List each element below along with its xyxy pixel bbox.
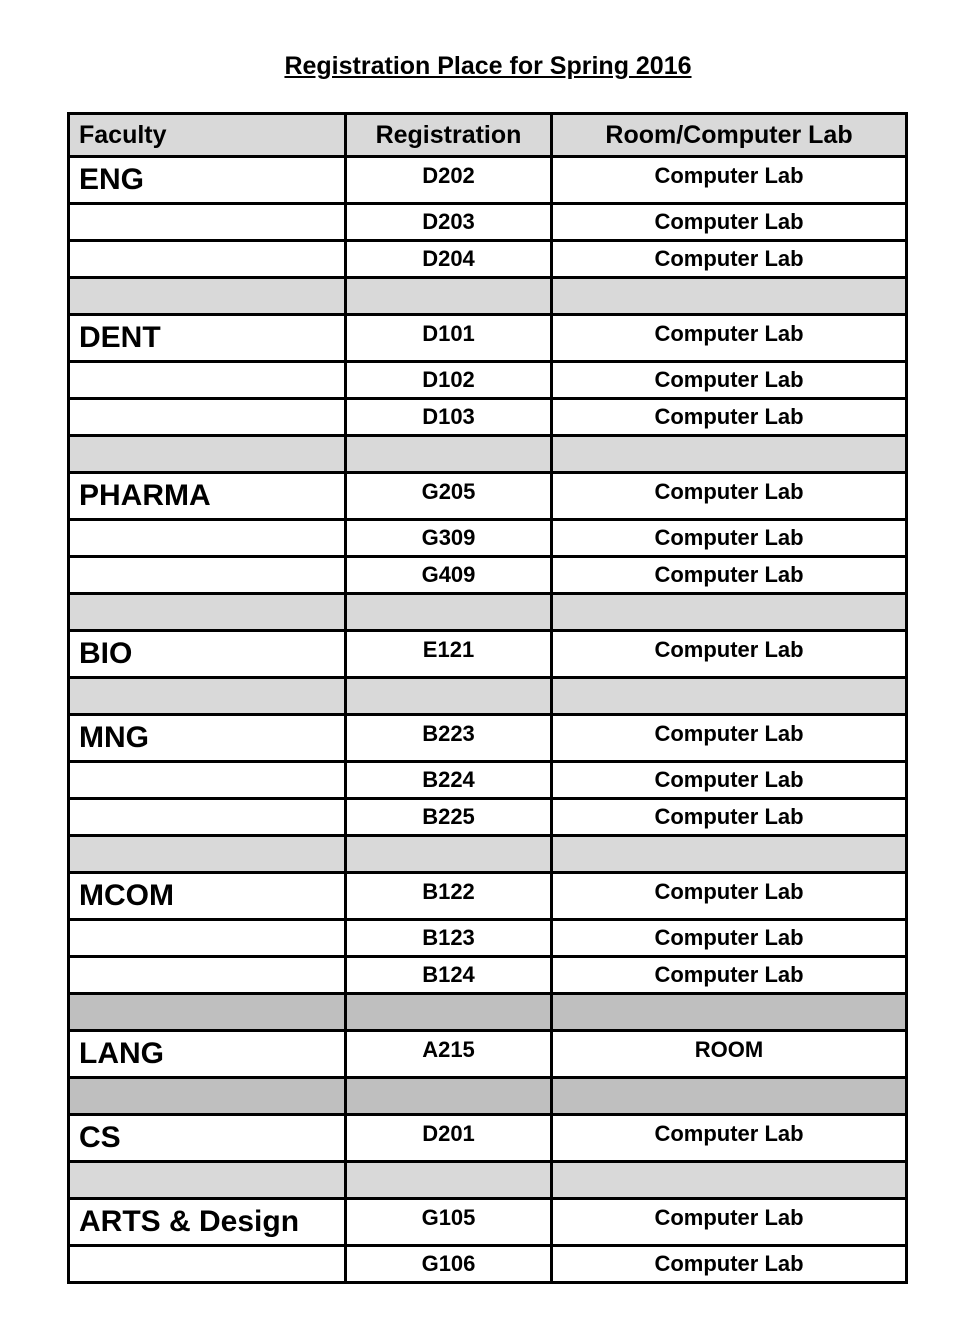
table-row (69, 762, 907, 799)
table-row (69, 1115, 907, 1162)
registration-cell: B223 (346, 715, 552, 762)
registration-cell: D203 (346, 204, 552, 241)
faculty-cell: ARTS & Design (69, 1199, 346, 1246)
registration-cell: G106 (346, 1246, 552, 1283)
faculty-cell (69, 920, 346, 957)
separator-cell (69, 436, 346, 473)
separator-row (69, 278, 907, 315)
table-row (69, 520, 907, 557)
table-row (69, 473, 907, 520)
table-row (69, 362, 907, 399)
table-row (69, 715, 907, 762)
table-row (69, 631, 907, 678)
table-header-row (69, 114, 907, 157)
registration-cell: B224 (346, 762, 552, 799)
separator-cell (346, 1078, 552, 1115)
faculty-cell: CS (69, 1115, 346, 1162)
separator-cell (346, 594, 552, 631)
table-row (69, 241, 907, 278)
separator-row (69, 594, 907, 631)
separator-row (69, 994, 907, 1031)
document-title: Registration Place for Spring 2016 (284, 52, 692, 80)
separator-cell (69, 994, 346, 1031)
separator-cell (69, 836, 346, 873)
separator-cell (346, 1162, 552, 1199)
room-cell: Computer Lab (552, 241, 907, 278)
table-row (69, 157, 907, 204)
separator-cell (346, 678, 552, 715)
registration-cell: D201 (346, 1115, 552, 1162)
registration-cell: D102 (346, 362, 552, 399)
table-row (69, 204, 907, 241)
separator-cell (552, 994, 907, 1031)
faculty-cell: BIO (69, 631, 346, 678)
registration-cell: G105 (346, 1199, 552, 1246)
registration-cell: D202 (346, 157, 552, 204)
faculty-cell (69, 362, 346, 399)
room-cell: Computer Lab (552, 473, 907, 520)
room-cell: Computer Lab (552, 204, 907, 241)
faculty-cell: LANG (69, 1031, 346, 1078)
separator-cell (552, 594, 907, 631)
room-cell: Computer Lab (552, 1199, 907, 1246)
registration-cell: G309 (346, 520, 552, 557)
separator-cell (346, 836, 552, 873)
table-row (69, 557, 907, 594)
separator-row (69, 436, 907, 473)
registration-cell: D101 (346, 315, 552, 362)
faculty-cell: MNG (69, 715, 346, 762)
room-cell: Computer Lab (552, 399, 907, 436)
registration-cell: B123 (346, 920, 552, 957)
registration-cell: A215 (346, 1031, 552, 1078)
separator-cell (346, 436, 552, 473)
separator-cell (69, 1162, 346, 1199)
table-row (69, 1199, 907, 1246)
table-row (69, 399, 907, 436)
table-row (69, 315, 907, 362)
table-body (69, 157, 907, 1283)
room-cell: Computer Lab (552, 715, 907, 762)
separator-row (69, 836, 907, 873)
registration-cell: B225 (346, 799, 552, 836)
faculty-cell: PHARMA (69, 473, 346, 520)
faculty-cell (69, 204, 346, 241)
table-row (69, 1246, 907, 1283)
registration-cell: B122 (346, 873, 552, 920)
room-cell: Computer Lab (552, 520, 907, 557)
room-cell: Computer Lab (552, 362, 907, 399)
header-faculty: Faculty (69, 114, 346, 157)
separator-cell (552, 278, 907, 315)
registration-table (67, 112, 908, 1284)
room-cell: ROOM (552, 1031, 907, 1078)
separator-cell (69, 1078, 346, 1115)
separator-cell (346, 278, 552, 315)
faculty-cell: DENT (69, 315, 346, 362)
room-cell: Computer Lab (552, 957, 907, 994)
faculty-cell (69, 1246, 346, 1283)
room-cell: Computer Lab (552, 920, 907, 957)
registration-cell: D204 (346, 241, 552, 278)
room-cell: Computer Lab (552, 1115, 907, 1162)
registration-cell: B124 (346, 957, 552, 994)
room-cell: Computer Lab (552, 157, 907, 204)
room-cell: Computer Lab (552, 799, 907, 836)
separator-cell (552, 436, 907, 473)
separator-cell (346, 994, 552, 1031)
faculty-cell: MCOM (69, 873, 346, 920)
room-cell: Computer Lab (552, 1246, 907, 1283)
room-cell: Computer Lab (552, 762, 907, 799)
header-registration: Registration (346, 114, 552, 157)
separator-cell (552, 1078, 907, 1115)
table-row (69, 1031, 907, 1078)
separator-row (69, 1162, 907, 1199)
room-cell: Computer Lab (552, 315, 907, 362)
faculty-cell (69, 557, 346, 594)
room-cell: Computer Lab (552, 631, 907, 678)
registration-cell: D103 (346, 399, 552, 436)
separator-cell (69, 678, 346, 715)
separator-cell (552, 836, 907, 873)
separator-cell (552, 1162, 907, 1199)
table-row (69, 920, 907, 957)
separator-cell (552, 678, 907, 715)
faculty-cell: ENG (69, 157, 346, 204)
separator-cell (69, 594, 346, 631)
header-room: Room/Computer Lab (552, 114, 907, 157)
faculty-cell (69, 241, 346, 278)
faculty-cell (69, 762, 346, 799)
faculty-cell (69, 520, 346, 557)
table-row (69, 873, 907, 920)
faculty-cell (69, 957, 346, 994)
registration-cell: G409 (346, 557, 552, 594)
separator-row (69, 1078, 907, 1115)
faculty-cell (69, 399, 346, 436)
registration-cell: E121 (346, 631, 552, 678)
table-row (69, 799, 907, 836)
registration-cell: G205 (346, 473, 552, 520)
separator-cell (69, 278, 346, 315)
faculty-cell (69, 799, 346, 836)
separator-row (69, 678, 907, 715)
room-cell: Computer Lab (552, 557, 907, 594)
room-cell: Computer Lab (552, 873, 907, 920)
table-row (69, 957, 907, 994)
